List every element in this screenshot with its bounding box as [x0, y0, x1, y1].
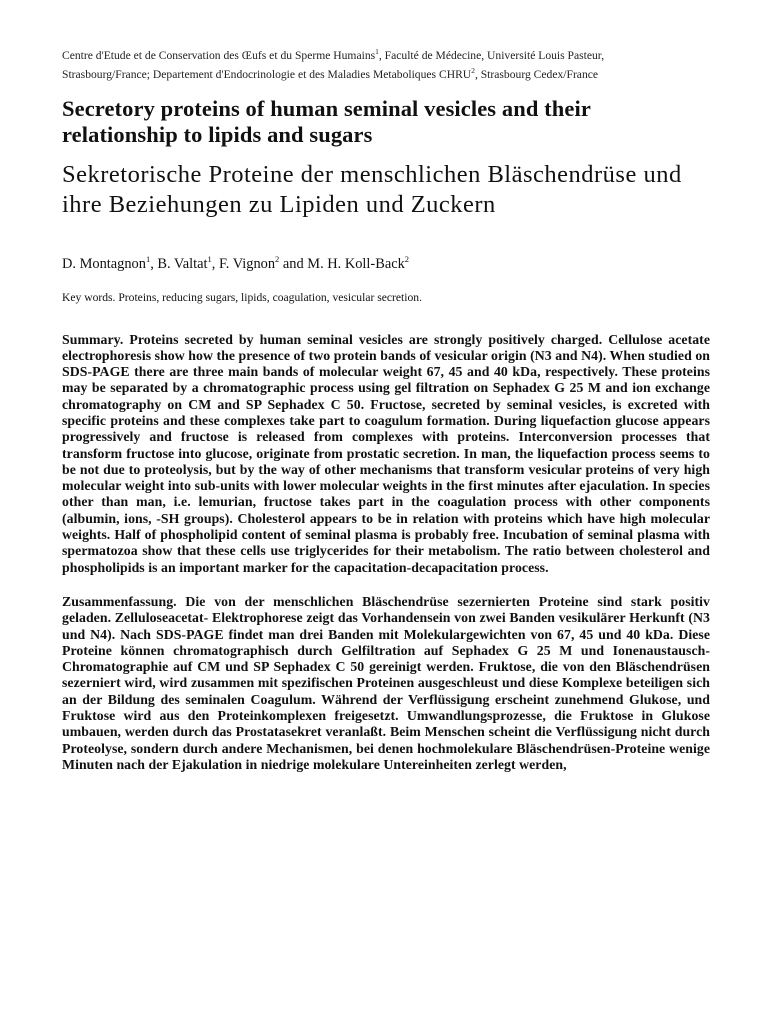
- article-page: [62, 44, 710, 773]
- keywords-text: Proteins, reducing sugars, lipids, coagulation, vesicular secretion.: [115, 290, 422, 304]
- affiliation-line2: [62, 65, 599, 81]
- affiliation-sup: 2: [471, 65, 475, 75]
- affiliation-text: , Strasbourg Cedex/France: [474, 67, 599, 81]
- author-name: , B. Valtat: [150, 255, 208, 272]
- author-sup: 1: [145, 253, 151, 264]
- author-list: [62, 250, 710, 273]
- zusammenfassung-paragraph: Zusammenfassung. Die von der menschlichen Bläschendrüse sezernierten Proteine sind stark positiv geladen. Zelluloseacetat- Elektrophorese zeigt das Vorhandensein von zwei Banden vesikulärer Herkunft (N3 und N4). Nach SDS-PAGE findet man drei Banden mit Molekulargewichten von 67, 45 und 40 kDa. Diese Proteine können chromatographisch durch Gelfiltration auf Sephadex G 25 M und Ionenaustausch- Chromatographie auf CM und SP Sephadex C 50 gereinigt werden. Fruktose, die von den Bläschendrüsen sezerniert wird, wird zusammen mit spezifischen Proteinen ausgeschleust und diese Komplexe beteiligen sich an der Bildung des seminalen Coagulum. Während der Verflüssigung erscheint zunehmend Glukose, und Fruktose wird aus den Proteinkomplexen freigesetzt. Umwandlungsprozesse, die Fruktose in Glukose umbauen, werden durch das Prostatasekret veranlaßt. Beim Menschen scheint die Verflüssigung nicht durch Proteolyse, sondern durch andere Mechanismen, bei denen hochmolekulare Bläschendrüsen-Proteine wenige Minuten nach der Ejakulation in niedrige molekulare Untereinheiten zerlegt werden,: [62, 593, 710, 772]
- summary-paragraph: Summary. Proteins secreted by human seminal vesicles are strongly positively charged. Cellulose acetate electrophoresis show how the presence of two protein bands of vesicular origin (N3 and N4). When studied on SDS-PAGE there are three main bands of molecular weight 67, 45 and 40 kDa, respectively. These proteins may be separated by a chromatographic process using gel filtration on Sephadex G 25 M and ion exchange chromatography on CM and SP Sephadex C 50. Fructose, secreted by seminal vesicles, is excreted with specific proteins and these complexes take part to coagulum formation. During liquefaction glucose appears progressively and fructose is released from complexes with proteins. Interconversion processes that transform fructose into glucose, originate from prostatic secretion. In man, the liquefaction process seems to be not due to proteolysis, but by the way of other mechanisms that transform vesicular proteins of very high molecular weight into sub-units with lower molecular weights in the first minutes after ejaculation. In species other than man, i.e. lemurian, fructose takes part in the coagulation process with other components (albumin, ions, -SH groups). Cholesterol appears to be in relation with proteins which have high molecular weights. Half of phospholipid content of seminal plasma is probably free. Incubation of seminal plasma with spermatozoa show that these cells use triglycerides for their metabolism. The ratio between cholesterol and phospholipids is an important marker for the capacitation-decapacitation process.: [62, 331, 710, 575]
- author-name: , F. Vignon: [211, 255, 276, 272]
- author-name: and M. H. Koll-Back: [279, 255, 405, 272]
- affiliation-text: Centre d'Etude et de Conservation des Œufs et du Sperme Humains: [62, 48, 376, 62]
- affiliation-sup: 1: [375, 47, 379, 56]
- affiliation-text: Strasbourg/France; Departement d'Endocrinologie et des Maladies Metaboliques CHRU: [62, 67, 472, 81]
- author-name: D. Montagnon: [62, 255, 146, 272]
- affiliation: [62, 44, 710, 82]
- affiliation-line1: [62, 49, 604, 62]
- keywords: [62, 290, 710, 305]
- affiliation-text: , Faculté de Médecine, Université Louis Pasteur,: [378, 48, 605, 62]
- keywords-label: Key words.: [62, 290, 116, 304]
- title-english: Secretory proteins of human seminal vesicles and their relationship to lipids and sugars: [62, 95, 591, 147]
- author-sup: 2: [404, 253, 410, 264]
- title-german: Sekretorische Proteine der menschlichen Bläschendrüse und ihre Beziehungen zu Lipiden und Zuckern: [62, 160, 682, 218]
- author-sup: 2: [275, 253, 280, 264]
- author-sup: 1: [207, 253, 212, 264]
